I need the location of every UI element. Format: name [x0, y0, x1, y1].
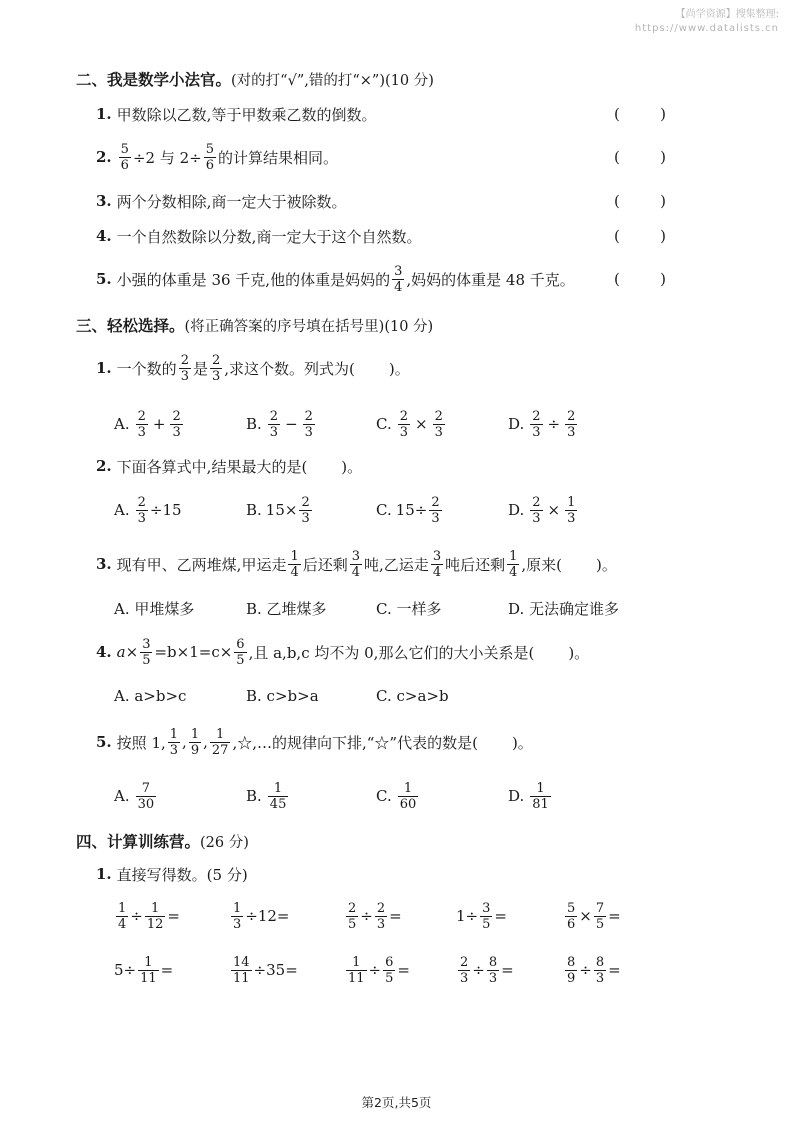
numerator: 1 [233, 900, 242, 916]
denominator: 3 [269, 424, 279, 440]
denominator: 12 [146, 916, 164, 932]
section4-heading [76, 826, 249, 856]
numerator: 5 [567, 900, 576, 916]
s2-q3-answer-box[interactable] [614, 189, 666, 213]
paren-close: ) [660, 192, 666, 210]
denominator: 6 [120, 157, 129, 173]
option-tail: ÷15 [149, 501, 182, 519]
numerator: 2 [269, 408, 279, 424]
s3-q2-option-a[interactable] [114, 492, 182, 528]
s2-q4-num: 4. [96, 227, 112, 245]
operator: + [152, 415, 166, 433]
fraction [138, 956, 159, 985]
fraction [429, 496, 441, 525]
fraction [383, 956, 395, 985]
fraction [231, 956, 252, 985]
s3-q5-option-c[interactable] [376, 778, 420, 814]
operator: ÷ [360, 907, 373, 925]
s3-q5-text-1: 按照 1, [116, 733, 166, 752]
numerator: 2 [137, 494, 146, 510]
s3-q5-text-2: ,☆,…的规律向下排,“☆”代表的数是( [232, 733, 478, 752]
equals-sign: = [389, 907, 402, 925]
denominator: 3 [301, 510, 310, 526]
fraction [530, 782, 551, 811]
calc-head: 5÷ [114, 961, 137, 979]
numerator: 1 [352, 954, 361, 970]
page-number: 第2页,共5页 [361, 1095, 432, 1110]
equals-sign: = [608, 961, 621, 979]
calc-item[interactable] [456, 898, 507, 934]
paren-open: ( [614, 270, 620, 288]
fraction [458, 956, 470, 985]
numerator: 5 [205, 141, 214, 157]
s3-q3-num: 3. [96, 555, 112, 573]
paren-open: ( [614, 192, 620, 210]
numerator: 1 [290, 548, 299, 564]
s3-q4-num: 4. [96, 643, 112, 661]
s2-q2-text-2: 的计算结果相同。 [218, 148, 339, 167]
s2-q1-num: 1. [96, 105, 112, 123]
denominator: 4 [394, 279, 403, 295]
fraction [431, 550, 443, 579]
s3-q3-text-1: 现有甲、乙两堆煤,甲运走 [116, 555, 287, 574]
s3-q1-option-b[interactable] [246, 406, 317, 442]
numerator: 1 [150, 900, 160, 916]
fraction [350, 550, 362, 579]
s3-q1-option-a[interactable] [114, 406, 185, 442]
numerator: 8 [488, 954, 498, 970]
section2-title: 二、我是数学小法官。 [76, 71, 232, 89]
paren-close: ) [660, 227, 666, 245]
denominator: 3 [567, 510, 576, 526]
calc-tail: ÷35= [253, 961, 298, 979]
s2-question-4 [96, 218, 421, 254]
s3-q4-option-a[interactable]: A. a>b>c [114, 687, 187, 705]
fraction [119, 143, 131, 172]
denominator: 3 [376, 916, 386, 932]
numerator: 1 [190, 726, 200, 742]
denominator: 3 [488, 970, 498, 986]
s3-q2-option-d[interactable] [508, 492, 579, 528]
numerator: 3 [351, 548, 361, 564]
numerator: 7 [595, 900, 605, 916]
calc-item[interactable] [563, 898, 621, 934]
option-letter: A. [114, 787, 130, 805]
operator: × [415, 415, 428, 433]
numerator: 2 [532, 494, 541, 510]
paren-close: ) [660, 148, 666, 166]
s4-question-1 [96, 856, 248, 892]
watermark-line2: https://www.datalists.cn [634, 23, 779, 34]
operator: ÷ [368, 961, 382, 979]
denominator: 3 [304, 424, 313, 440]
numerator: 2 [434, 408, 443, 424]
option-letter: D. [508, 415, 525, 433]
fraction [204, 143, 216, 172]
fraction [268, 410, 280, 439]
numerator: 7 [141, 780, 151, 796]
denominator: 9 [190, 742, 200, 758]
s3-q4-option-c[interactable]: C. c>a>b [376, 687, 449, 705]
fraction [398, 782, 419, 811]
fraction [170, 410, 182, 439]
numerator: 2 [172, 408, 181, 424]
fraction [594, 956, 606, 985]
numerator: 6 [236, 636, 245, 652]
s3-q2-option-c[interactable] [376, 492, 444, 528]
calc-head: 1÷ [456, 907, 479, 925]
section4-title: 四、计算训练营。 [76, 833, 201, 851]
numerator: 2 [431, 494, 440, 510]
numerator: 1 [273, 780, 283, 796]
s3-q4-text-1: a× [116, 643, 139, 661]
s2-q1-text: 甲数除以乙数,等于甲数乘乙数的倒数。 [116, 105, 377, 124]
s2-q4-answer-box[interactable] [614, 224, 666, 248]
option-letter: C. [376, 501, 392, 519]
option-letter: A. [114, 501, 130, 519]
s3-q2-text-2: )。 [341, 457, 363, 476]
s3-q3-option-b[interactable]: B. 乙堆煤多 [246, 599, 327, 618]
fraction [346, 956, 367, 985]
denominator: 4 [351, 564, 361, 580]
option-letter: D. [508, 501, 525, 519]
s2-question-5 [96, 261, 575, 297]
s3-question-4 [96, 634, 589, 670]
watermark [635, 8, 779, 36]
calc-item[interactable] [344, 898, 402, 934]
fraction [565, 956, 577, 985]
numerator: 2 [567, 408, 576, 424]
numerator: 1 [118, 900, 127, 916]
denominator: 3 [595, 970, 605, 986]
fraction [268, 782, 289, 811]
numerator: 2 [137, 408, 146, 424]
fraction [210, 728, 231, 757]
numerator: 8 [567, 954, 576, 970]
s3-q5-option-b[interactable] [246, 778, 290, 814]
s2-q4-text: 一个自然数除以分数,商一定大于这个自然数。 [116, 227, 422, 246]
denominator: 5 [236, 652, 245, 668]
calc-item[interactable] [229, 898, 290, 934]
s3-question-5 [96, 724, 533, 760]
numerator: 1 [536, 780, 545, 796]
fraction [375, 902, 387, 931]
s3-q3-text-2: 后还剩 [302, 555, 348, 574]
section3-title: 三、轻松选择。 [76, 317, 185, 335]
numerator: 1 [403, 780, 413, 796]
denominator: 3 [532, 424, 541, 440]
option-head: 15÷ [395, 501, 428, 519]
denominator: 3 [233, 916, 242, 932]
operator: ÷ [547, 415, 561, 433]
numerator: 1 [509, 548, 518, 564]
numerator: 8 [595, 954, 605, 970]
fraction [145, 902, 166, 931]
s4-q1-num: 1. [96, 865, 112, 883]
calc-item[interactable] [563, 952, 621, 988]
s3-q4-text-3: ,且 a,b,c 均不为 0,那么它们的大小关系是( [248, 643, 535, 662]
fraction [530, 410, 542, 439]
denominator: 3 [137, 510, 146, 526]
operator: × [547, 501, 561, 519]
operator: ÷ [472, 961, 485, 979]
denominator: 9 [567, 970, 576, 986]
fraction [136, 410, 148, 439]
denominator: 5 [385, 970, 394, 986]
denominator: 4 [509, 564, 518, 580]
s3-q3-text-5: ,原来( [521, 555, 563, 574]
numerator: 2 [211, 352, 221, 368]
s2-question-1 [96, 96, 376, 132]
numerator: 2 [532, 408, 541, 424]
s2-q2-answer-box[interactable] [614, 145, 666, 169]
paren-open: ( [614, 148, 620, 166]
s3-q2-text-1: 下面各算式中,结果最大的是( [116, 457, 308, 476]
s2-q2-text-1: ÷2 与 2÷ [132, 148, 202, 167]
s3-q5-option-d[interactable] [508, 778, 553, 814]
s3-q5-num: 5. [96, 733, 112, 751]
denominator: 3 [532, 510, 541, 526]
s3-question-2 [96, 448, 362, 484]
numerator: 1 [169, 726, 179, 742]
paren-close: ) [660, 270, 666, 288]
option-letter: A. [114, 415, 130, 433]
s3-q1-text-2: 是 [192, 359, 208, 378]
section2-note: (对的打“√”,错的打“×”)(10 分) [231, 72, 434, 89]
s3-q1-text-1: 一个数的 [116, 359, 177, 378]
paren-open: ( [614, 105, 620, 123]
denominator: 5 [595, 916, 605, 932]
numerator: 5 [120, 141, 129, 157]
option-letter: B. [246, 501, 262, 519]
fraction [565, 496, 577, 525]
s2-q5-text-1: 小强的体重是 36 千克,他的体重是妈妈的 [116, 270, 391, 289]
s3-q3-text-6: )。 [596, 555, 617, 574]
fraction [210, 354, 222, 383]
paren-open: ( [614, 227, 620, 245]
fraction [594, 902, 606, 931]
s3-q1-num: 1. [96, 359, 112, 377]
denominator: 3 [211, 368, 221, 384]
s2-q3-text: 两个分数相除,商一定大于被除数。 [116, 192, 347, 211]
fraction [234, 638, 246, 667]
denominator: 4 [290, 564, 299, 580]
option-letter: C. [376, 415, 392, 433]
s2-question-2 [96, 139, 338, 175]
s3-q2-option-b[interactable] [246, 492, 314, 528]
option-letter: B. [246, 787, 262, 805]
denominator: 3 [180, 368, 189, 384]
numerator: 2 [376, 900, 386, 916]
fraction [487, 956, 499, 985]
numerator: 1 [567, 494, 576, 510]
equals-sign: = [167, 907, 180, 925]
fraction [433, 410, 445, 439]
equals-sign: = [608, 907, 621, 925]
fraction [565, 902, 577, 931]
s2-q1-answer-box[interactable] [614, 102, 666, 126]
denominator: 3 [137, 424, 146, 440]
operator: − [285, 415, 298, 433]
calc-item[interactable] [456, 952, 514, 988]
numerator: 3 [394, 263, 403, 279]
fraction [189, 728, 201, 757]
s2-q5-num: 5. [96, 270, 112, 288]
operator: ÷ [579, 961, 592, 979]
fraction [136, 782, 157, 811]
denominator: 60 [399, 796, 417, 812]
denominator: 3 [172, 424, 181, 440]
s3-q1-option-d[interactable] [508, 406, 579, 442]
numerator: 2 [460, 954, 469, 970]
s3-q4-text-4: )。 [568, 643, 590, 662]
denominator: 5 [348, 916, 357, 932]
denominator: 81 [532, 796, 549, 812]
s3-q2-num: 2. [96, 457, 112, 475]
section3-heading [76, 310, 433, 340]
numerator: 2 [180, 352, 189, 368]
section2-heading [76, 64, 434, 94]
numerator: 3 [432, 548, 442, 564]
fraction [116, 902, 128, 931]
calc-item[interactable] [114, 952, 173, 988]
s3-q4-text-2: =b×1=c× [154, 643, 233, 661]
numerator: 2 [301, 494, 310, 510]
s3-q3-text-4: 吨后还剩 [445, 555, 506, 574]
equals-sign: = [501, 961, 514, 979]
s3-q5-option-a[interactable] [114, 778, 158, 814]
numerator: 2 [348, 900, 357, 916]
s2-q5-text-2: ,妈妈的体重是 48 千克。 [406, 270, 575, 289]
calc-item[interactable] [344, 952, 410, 988]
denominator: 4 [432, 564, 442, 580]
equals-sign: = [397, 961, 410, 979]
s3-q1-text-4: )。 [388, 359, 410, 378]
operator: ÷ [130, 907, 143, 925]
fraction [346, 902, 358, 931]
calc-item[interactable] [114, 898, 180, 934]
option-letter: B. [246, 415, 262, 433]
fraction [530, 496, 542, 525]
numerator: 1 [144, 954, 153, 970]
s2-question-3 [96, 183, 346, 219]
separator: , [182, 733, 187, 751]
separator: , [203, 733, 208, 751]
fraction [136, 496, 148, 525]
fraction [168, 728, 180, 757]
s3-q3-option-a[interactable]: A. 甲堆煤多 [114, 599, 195, 618]
s2-q3-num: 3. [96, 192, 112, 210]
calc-item[interactable] [229, 952, 298, 988]
denominator: 27 [211, 742, 229, 758]
s4-q1-text: 直接写得数。(5 分) [116, 865, 248, 884]
fraction [179, 354, 191, 383]
denominator: 3 [434, 424, 443, 440]
fraction [140, 638, 152, 667]
denominator: 30 [137, 796, 155, 812]
fraction [299, 496, 311, 525]
numerator: 14 [233, 954, 250, 970]
option-head: 15× [265, 501, 298, 519]
fraction [288, 550, 300, 579]
s3-q1-text-3: ,求这个数。列式为( [224, 359, 355, 378]
fraction [507, 550, 519, 579]
denominator: 3 [567, 424, 576, 440]
s2-q5-answer-box[interactable] [614, 267, 666, 291]
s3-q3-option-d[interactable]: D. 无法确定谁多 [508, 599, 620, 618]
numerator: 6 [385, 954, 394, 970]
fraction [565, 410, 577, 439]
denominator: 11 [233, 970, 250, 986]
numerator: 2 [304, 408, 313, 424]
denominator: 6 [567, 916, 576, 932]
numerator: 3 [142, 636, 151, 652]
denominator: 11 [140, 970, 157, 986]
equals-sign: = [160, 961, 174, 979]
section4-note: (26 分) [200, 834, 249, 851]
s3-question-3 [96, 546, 617, 582]
operator: × [579, 907, 592, 925]
fraction [480, 902, 492, 931]
s2-q2-num: 2. [96, 148, 112, 166]
option-letter: D. [508, 787, 525, 805]
denominator: 3 [169, 742, 179, 758]
denominator: 3 [399, 424, 408, 440]
section3-note: (将正确答案的序号填在括号里)(10 分) [184, 318, 434, 335]
denominator: 6 [205, 157, 214, 173]
watermark-line1: 【尚学资源】搜集整理: [675, 9, 779, 20]
fraction [398, 410, 410, 439]
s3-q4-option-b[interactable]: B. c>b>a [246, 687, 319, 705]
s3-q1-option-c[interactable] [376, 406, 447, 442]
fraction [392, 265, 404, 294]
numerator: 3 [482, 900, 491, 916]
denominator: 11 [348, 970, 365, 986]
fraction [303, 410, 315, 439]
equals-sign: = [494, 907, 507, 925]
s3-q5-text-3: )。 [511, 733, 533, 752]
s3-question-1 [96, 350, 410, 386]
denominator: 3 [460, 970, 469, 986]
s3-q3-option-c[interactable]: C. 一样多 [376, 599, 442, 618]
numerator: 1 [216, 726, 225, 742]
option-letter: C. [376, 787, 392, 805]
numerator: 2 [399, 408, 408, 424]
denominator: 5 [482, 916, 491, 932]
denominator: 5 [142, 652, 151, 668]
denominator: 3 [431, 510, 440, 526]
fraction [231, 902, 243, 931]
denominator: 4 [118, 916, 127, 932]
paren-close: ) [660, 105, 666, 123]
s3-q3-text-3: 吨,乙运走 [364, 555, 429, 574]
denominator: 45 [269, 796, 287, 812]
calc-tail: ÷12= [245, 907, 290, 925]
